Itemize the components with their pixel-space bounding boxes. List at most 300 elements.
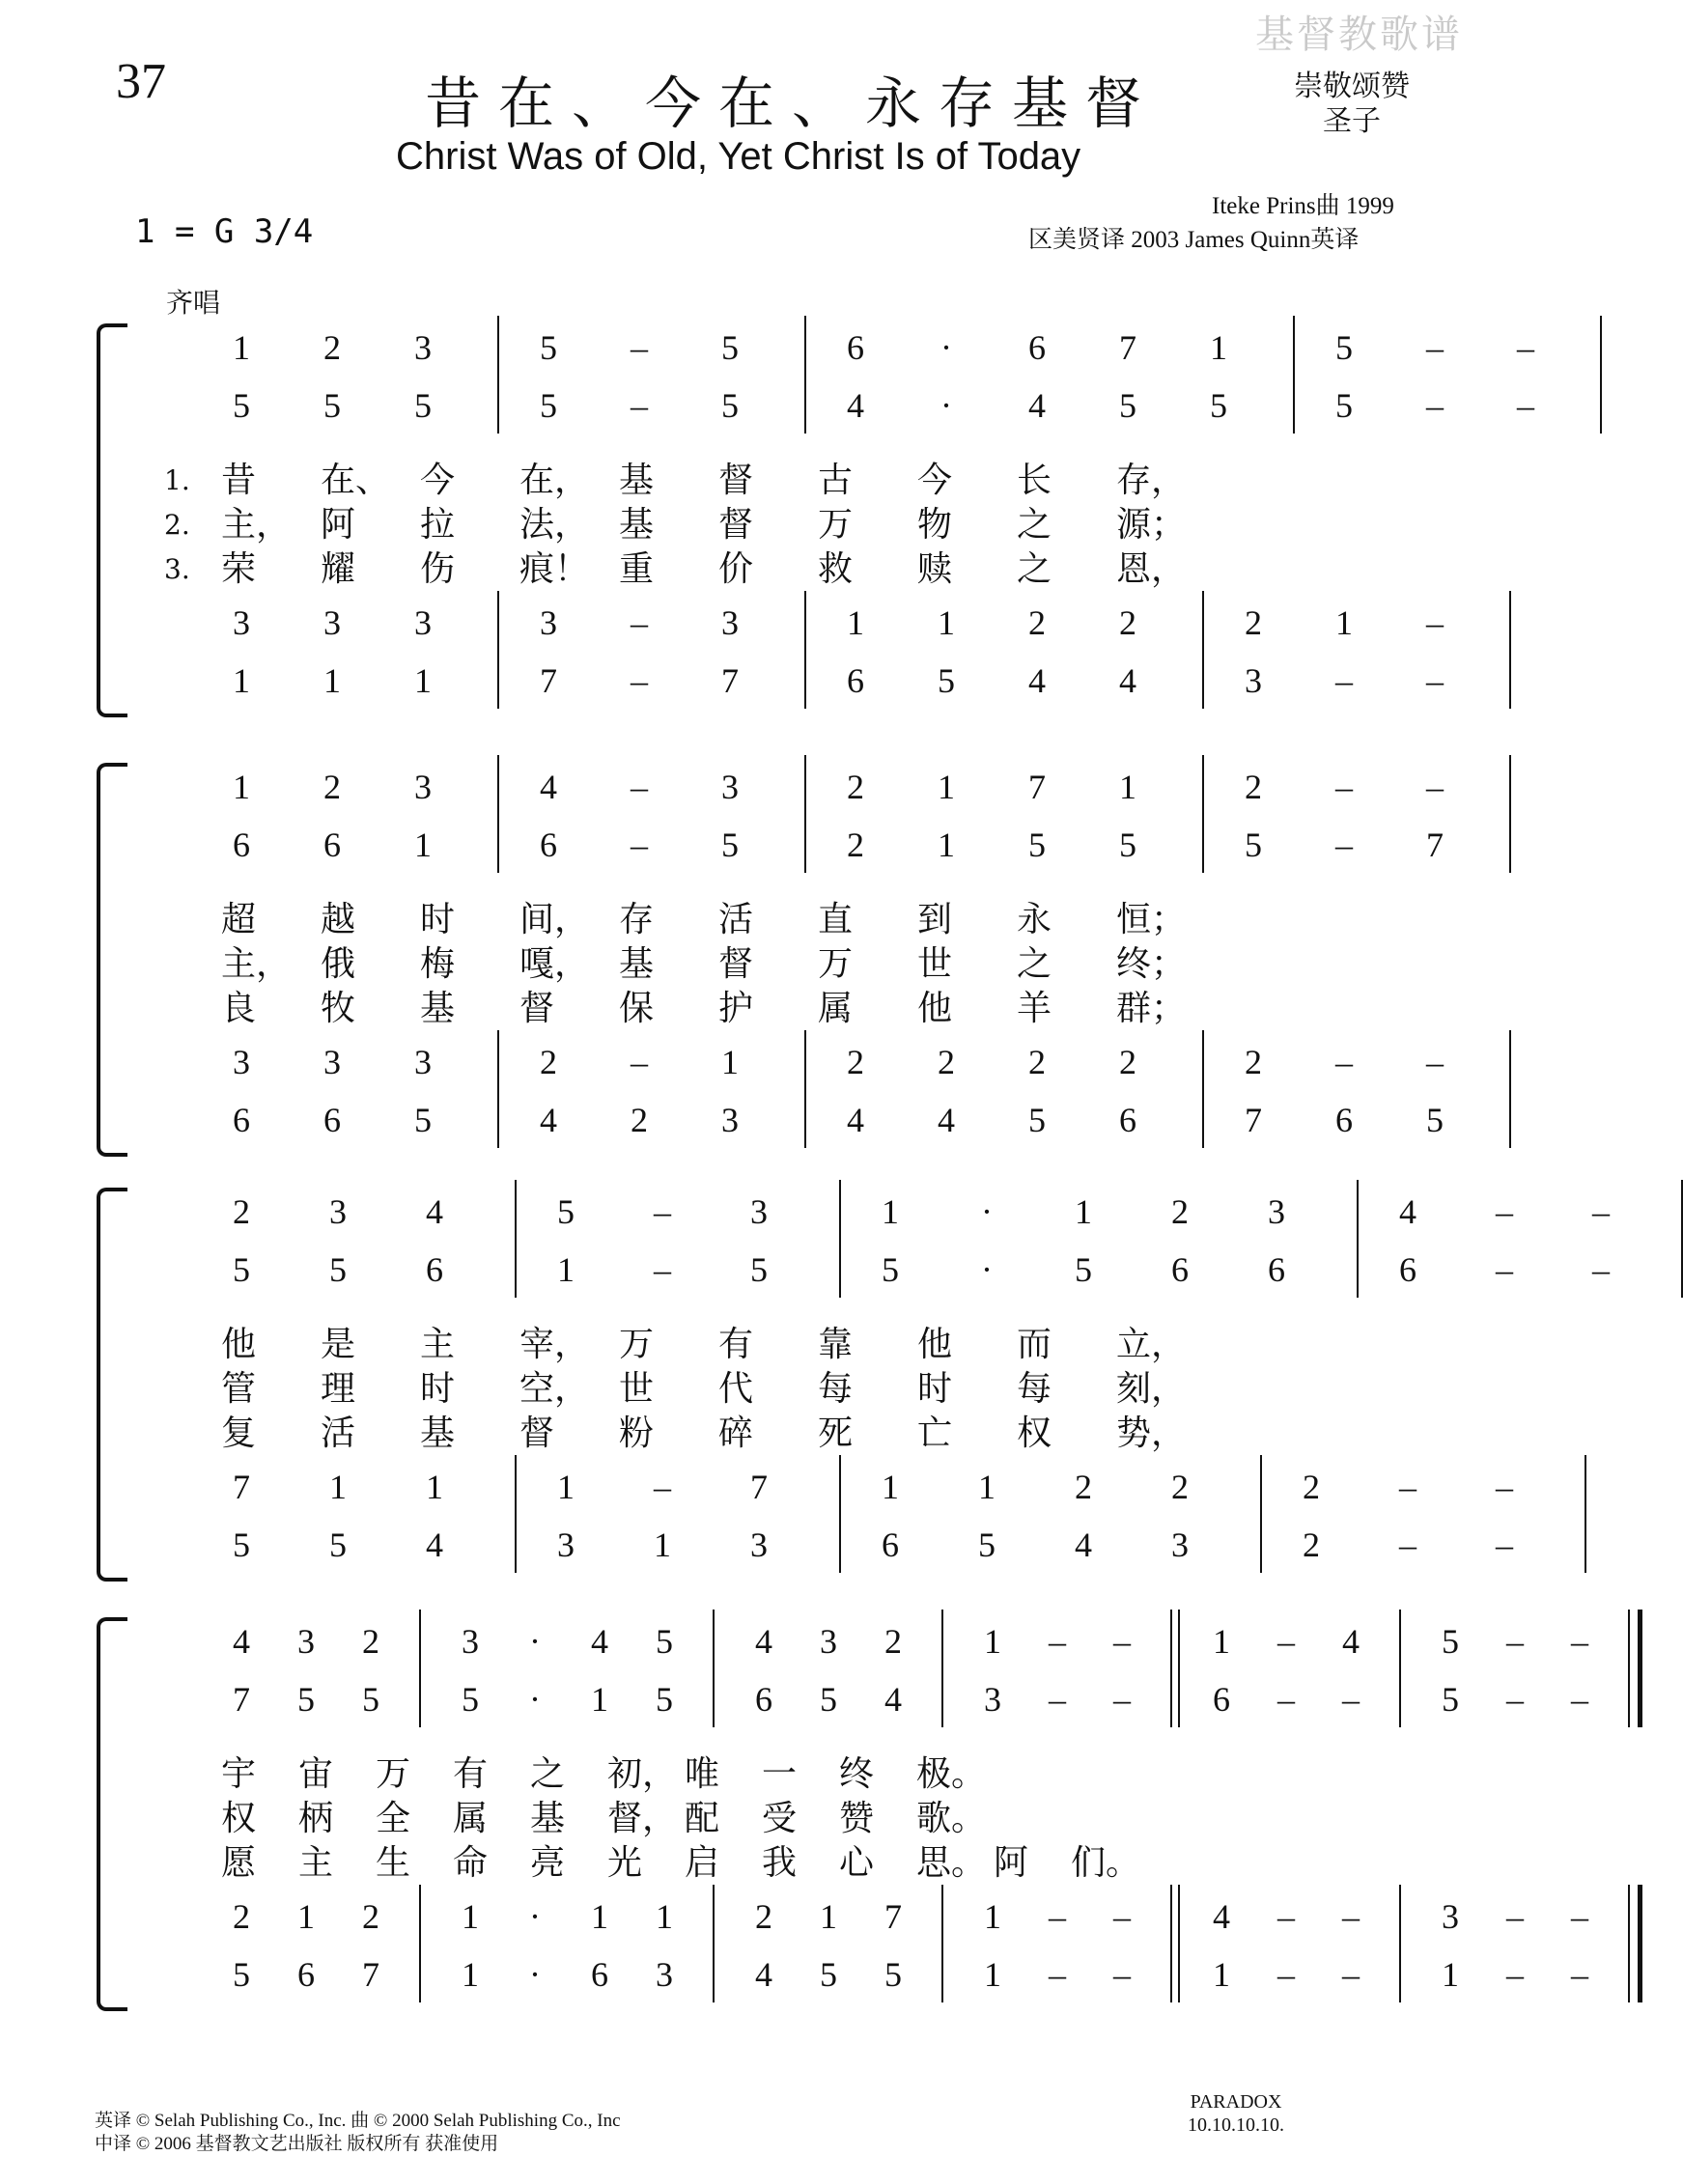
- lyric-syllable: 复: [221, 1414, 257, 1453]
- verse-number: 3.: [164, 553, 190, 585]
- soprano-note: 1: [984, 1622, 1001, 1661]
- lyric-syllable: 主，: [221, 944, 292, 984]
- key-signature: 1 = G 3/4: [135, 212, 314, 251]
- soprano-note: 5: [1335, 328, 1353, 367]
- lyric-syllable: 理: [321, 1369, 356, 1409]
- end-barline: [1509, 1088, 1511, 1148]
- alto-note: 7: [233, 1680, 250, 1719]
- bass-note: –: [1399, 1526, 1417, 1564]
- hymn-category: [1294, 70, 1410, 139]
- bass-note: ·: [529, 1955, 541, 1994]
- lyric-syllable: 之: [530, 1754, 566, 1794]
- bass-note: 6: [233, 1101, 250, 1139]
- end-barline: [1509, 591, 1511, 651]
- soprano-note: 3: [462, 1622, 479, 1661]
- alto-note: 5: [233, 1250, 250, 1289]
- lyric-syllable: 歌。: [916, 1799, 987, 1838]
- barline: [1293, 374, 1295, 434]
- end-barline: [1585, 1455, 1586, 1515]
- alto-note: 5: [414, 386, 432, 425]
- tenor-note: 1: [721, 1043, 739, 1081]
- end-barline: [1600, 374, 1602, 434]
- copyright-notice: [95, 2110, 621, 2156]
- lyric-syllable: 万: [818, 505, 854, 545]
- soprano-note: ·: [940, 328, 952, 367]
- soprano-note: 1: [233, 328, 250, 367]
- tenor-note: –: [1335, 1043, 1353, 1081]
- barline: [839, 1455, 841, 1515]
- tenor-note: 3: [323, 603, 341, 642]
- soprano-note: 4: [1342, 1622, 1360, 1661]
- lyric-syllable: 长: [1017, 461, 1052, 500]
- soprano-note: 5: [1442, 1622, 1459, 1661]
- bass-note: 2: [1303, 1526, 1320, 1564]
- soprano-note: 2: [362, 1622, 379, 1661]
- barline: [497, 813, 499, 873]
- alto-note: –: [1113, 1680, 1131, 1719]
- alto-note: 6: [426, 1250, 443, 1289]
- lyric-syllable: 间，: [519, 900, 590, 939]
- lyric-syllable: 宇: [221, 1754, 257, 1794]
- barline: [941, 1943, 943, 2002]
- lyric-syllable: 他: [917, 989, 953, 1028]
- end-barline: [1585, 1513, 1586, 1573]
- alto-note: ·: [940, 386, 952, 425]
- barline: [497, 591, 499, 651]
- lyric-syllable: 空，: [519, 1369, 590, 1409]
- lyric-syllable: 基: [619, 505, 655, 545]
- lyric-syllable: 存: [619, 900, 655, 939]
- barline: [1399, 1943, 1401, 2002]
- bass-note: 4: [847, 1101, 864, 1139]
- alto-note: 5: [1075, 1250, 1092, 1289]
- soprano-note: –: [1517, 328, 1534, 367]
- tenor-note: 7: [233, 1468, 250, 1506]
- tenor-note: 2: [755, 1897, 772, 1936]
- lyric-syllable: 配: [685, 1799, 720, 1838]
- barline: [1357, 1238, 1359, 1298]
- end-barline: [1600, 316, 1602, 376]
- double-barline: [1170, 1885, 1180, 1945]
- bass-note: 4: [540, 1101, 557, 1139]
- bass-note: 3: [721, 1101, 739, 1139]
- soprano-note: 4: [1399, 1192, 1417, 1231]
- alto-note: 5: [721, 386, 739, 425]
- soprano-note: 4: [755, 1622, 772, 1661]
- bass-note: 3: [656, 1955, 673, 1994]
- barline: [515, 1513, 517, 1573]
- lyric-syllable: 代: [718, 1369, 754, 1409]
- bass-note: 1: [233, 661, 250, 700]
- bass-note: 4: [1028, 661, 1046, 700]
- soprano-note: –: [1592, 1192, 1610, 1231]
- tenor-note: 1: [1335, 603, 1353, 642]
- bass-note: 1: [984, 1955, 1001, 1994]
- end-barline: [1628, 1943, 1642, 2002]
- alto-note: 4: [1028, 386, 1046, 425]
- barline: [1202, 1030, 1204, 1090]
- lyric-syllable: 时: [917, 1369, 953, 1409]
- barline: [419, 1667, 421, 1727]
- tenor-note: ·: [529, 1897, 541, 1936]
- lyric-syllable: 羊: [1017, 989, 1052, 1028]
- lyric-syllable: 赎: [917, 549, 953, 589]
- bass-note: 1: [323, 661, 341, 700]
- system-bracket: [97, 763, 127, 1157]
- tenor-note: 4: [1213, 1897, 1230, 1936]
- translator-credit: 区美贤译 2003 James Quinn英译: [1028, 227, 1360, 253]
- lyric-syllable: 心: [839, 1843, 875, 1883]
- bass-note: 3: [1245, 661, 1262, 700]
- soprano-note: –: [1506, 1622, 1524, 1661]
- alto-note: 5: [1245, 826, 1262, 864]
- alto-note: 6: [323, 826, 341, 864]
- tenor-note: –: [654, 1468, 671, 1506]
- soprano-note: 4: [426, 1192, 443, 1231]
- barline: [515, 1180, 517, 1240]
- lyric-syllable: 时: [420, 900, 456, 939]
- lyric-syllable: 昔: [221, 461, 257, 500]
- lyric-syllable: 刻，: [1116, 1369, 1187, 1409]
- unison-label: 齐唱: [166, 287, 221, 319]
- alto-note: 6: [1213, 1680, 1230, 1719]
- tenor-note: –: [631, 603, 648, 642]
- alto-note: –: [1517, 386, 1534, 425]
- bass-note: 4: [1075, 1526, 1092, 1564]
- lyric-syllable: 柄: [298, 1799, 334, 1838]
- barline: [1260, 1513, 1262, 1573]
- soprano-note: –: [631, 768, 648, 806]
- alto-note: 6: [233, 826, 250, 864]
- soprano-note: 1: [1210, 328, 1227, 367]
- tenor-note: 1: [656, 1897, 673, 1936]
- soprano-note: 6: [1028, 328, 1046, 367]
- lyric-syllable: 法，: [519, 505, 590, 545]
- lyric-syllable: 有: [718, 1325, 754, 1364]
- hymn-title-chinese: 昔在、今在、永存基督: [425, 70, 1160, 136]
- lyric-syllable: 时: [420, 1369, 456, 1409]
- tenor-note: 1: [882, 1468, 899, 1506]
- barline: [419, 1610, 421, 1669]
- double-barline: [1170, 1943, 1180, 2002]
- tenor-note: –: [1049, 1897, 1066, 1936]
- bass-note: 5: [233, 1526, 250, 1564]
- music-system: [0, 1168, 1610, 1583]
- lyric-syllable: 万: [619, 1325, 655, 1364]
- tune-name: PARADOX: [1190, 2091, 1282, 2113]
- alto-note: 2: [847, 826, 864, 864]
- barline: [515, 1455, 517, 1515]
- bass-note: 1: [414, 661, 432, 700]
- barline: [497, 1030, 499, 1090]
- lyric-syllable: 他: [221, 1325, 257, 1364]
- alto-note: 5: [882, 1250, 899, 1289]
- alto-note: 5: [1335, 386, 1353, 425]
- lyric-syllable: 重: [619, 549, 655, 589]
- bass-note: –: [1049, 1955, 1066, 1994]
- alto-note: –: [1342, 1680, 1360, 1719]
- double-barline: [1170, 1610, 1180, 1669]
- soprano-note: 5: [721, 328, 739, 367]
- soprano-note: 3: [750, 1192, 768, 1231]
- lyric-syllable: 价: [718, 549, 754, 589]
- lyric-syllable: 在、: [321, 461, 391, 500]
- bass-note: 7: [362, 1955, 379, 1994]
- lyric-syllable: 终: [839, 1754, 875, 1794]
- system-bracket: [97, 1188, 127, 1582]
- tenor-note: 3: [721, 603, 739, 642]
- lyric-syllable: 每: [818, 1369, 854, 1409]
- lyric-syllable: 群；: [1116, 989, 1187, 1028]
- tenor-note: 2: [938, 1043, 955, 1081]
- alto-note: 5: [297, 1680, 315, 1719]
- tenor-note: 1: [820, 1897, 837, 1936]
- composer-credit: Iteke Prins曲 1999: [1212, 193, 1394, 219]
- bass-note: 4: [426, 1526, 443, 1564]
- bass-note: 5: [233, 1955, 250, 1994]
- bass-note: 7: [1245, 1101, 1262, 1139]
- end-barline: [1628, 1885, 1642, 1945]
- bass-note: 5: [820, 1955, 837, 1994]
- lyric-syllable: 牧: [321, 989, 356, 1028]
- alto-note: ·: [981, 1250, 993, 1289]
- lyric-syllable: 超: [221, 900, 257, 939]
- barline: [497, 316, 499, 376]
- lyric-syllable: 物: [917, 505, 953, 545]
- alto-note: –: [1592, 1250, 1610, 1289]
- bass-note: –: [1277, 1955, 1295, 1994]
- lyric-syllable: 主，: [221, 505, 292, 545]
- lyric-syllable: 护: [718, 989, 754, 1028]
- soprano-note: 3: [297, 1622, 315, 1661]
- lyric-syllable: 极。: [916, 1754, 987, 1794]
- bass-note: –: [1426, 661, 1444, 700]
- soprano-note: 2: [884, 1622, 902, 1661]
- alto-note: 5: [540, 386, 557, 425]
- bass-note: –: [1113, 1955, 1131, 1994]
- end-barline: [1628, 1667, 1642, 1727]
- lyric-syllable: 督: [519, 989, 555, 1028]
- bass-note: 1: [1213, 1955, 1230, 1994]
- bass-note: 5: [1028, 1101, 1046, 1139]
- barline: [713, 1667, 715, 1727]
- alto-note: 1: [414, 826, 432, 864]
- barline: [497, 374, 499, 434]
- soprano-note: 4: [540, 768, 557, 806]
- barline: [804, 374, 806, 434]
- alto-note: –: [654, 1250, 671, 1289]
- lyric-syllable: 主: [420, 1325, 456, 1364]
- barline: [941, 1610, 943, 1669]
- soprano-note: 1: [938, 768, 955, 806]
- alto-note: 6: [540, 826, 557, 864]
- tenor-note: 3: [1442, 1897, 1459, 1936]
- barline: [419, 1885, 421, 1945]
- tenor-note: 2: [1171, 1468, 1189, 1506]
- category-main: 崇敬颂赞: [1294, 70, 1410, 103]
- tenor-note: 7: [884, 1897, 902, 1936]
- tenor-note: 1: [978, 1468, 996, 1506]
- alto-note: 4: [884, 1680, 902, 1719]
- lyric-syllable: 基: [619, 461, 655, 500]
- lyric-syllable: 启: [685, 1843, 720, 1883]
- lyric-syllable: 基: [420, 1414, 456, 1453]
- barline: [713, 1943, 715, 2002]
- verse-number: 2.: [164, 509, 190, 541]
- barline: [1357, 1180, 1359, 1240]
- barline: [1202, 1088, 1204, 1148]
- soprano-note: 3: [721, 768, 739, 806]
- tenor-note: –: [1426, 603, 1444, 642]
- bass-note: 5: [938, 661, 955, 700]
- barline: [804, 649, 806, 709]
- bass-note: 6: [1335, 1101, 1353, 1139]
- lyric-syllable: 存，: [1116, 461, 1187, 500]
- tenor-note: 2: [1119, 603, 1136, 642]
- alto-note: 6: [1268, 1250, 1285, 1289]
- barline: [1399, 1610, 1401, 1669]
- tenor-note: 3: [414, 603, 432, 642]
- bass-note: 6: [297, 1955, 315, 1994]
- bass-note: 6: [1119, 1101, 1136, 1139]
- soprano-note: 2: [847, 768, 864, 806]
- lyric-syllable: 唯: [685, 1754, 720, 1794]
- lyric-syllable: 思。: [916, 1843, 987, 1883]
- barline: [941, 1667, 943, 1727]
- bass-note: –: [1342, 1955, 1360, 1994]
- end-barline: [1509, 649, 1511, 709]
- lyric-syllable: 基: [530, 1799, 566, 1838]
- lyric-syllable: 一: [762, 1754, 798, 1794]
- barline: [804, 813, 806, 873]
- lyric-syllable: 愿: [221, 1843, 257, 1883]
- alto-note: 5: [750, 1250, 768, 1289]
- lyric-syllable: 初，: [607, 1754, 678, 1794]
- verse-number: 1.: [164, 464, 190, 496]
- tenor-note: 1: [938, 603, 955, 642]
- lyric-syllable: 粉: [619, 1414, 655, 1453]
- lyric-syllable: 他: [917, 1325, 953, 1364]
- lyric-syllable: 管: [221, 1369, 257, 1409]
- lyric-syllable: 生: [376, 1843, 411, 1883]
- soprano-note: 5: [540, 328, 557, 367]
- soprano-note: 1: [1075, 1192, 1092, 1231]
- tenor-note: 3: [233, 603, 250, 642]
- lyric-syllable: 宙: [298, 1754, 334, 1794]
- lyric-syllable: 万: [818, 944, 854, 984]
- soprano-note: 2: [1245, 768, 1262, 806]
- alto-note: –: [1049, 1680, 1066, 1719]
- lyric-syllable: 到: [917, 900, 953, 939]
- barline: [1293, 316, 1295, 376]
- lyric-syllable: 赞: [839, 1799, 875, 1838]
- lyric-syllable: 势，: [1116, 1414, 1187, 1453]
- bass-note: 5: [978, 1526, 996, 1564]
- barline: [1399, 1667, 1401, 1727]
- bass-note: 1: [462, 1955, 479, 1994]
- bass-note: 1: [654, 1526, 671, 1564]
- lyric-syllable: 督: [519, 1414, 555, 1453]
- alto-note: 5: [1442, 1680, 1459, 1719]
- music-system: [0, 304, 1545, 719]
- lyric-syllable: 督: [718, 505, 754, 545]
- tenor-note: 2: [1245, 603, 1262, 642]
- lyric-syllable: 受: [762, 1799, 798, 1838]
- lyric-syllable: 恒；: [1116, 900, 1187, 939]
- lyric-syllable: 今: [420, 461, 456, 500]
- lyric-syllable: 有: [453, 1754, 489, 1794]
- lyric-syllable: 万: [376, 1754, 411, 1794]
- alto-note: ·: [529, 1680, 541, 1719]
- bass-note: 6: [847, 661, 864, 700]
- alto-note: 5: [329, 1250, 347, 1289]
- barline: [713, 1610, 715, 1669]
- alto-note: 5: [233, 386, 250, 425]
- tenor-note: –: [1399, 1468, 1417, 1506]
- end-barline: [1628, 1610, 1642, 1669]
- lyric-syllable: 督，: [607, 1799, 678, 1838]
- soprano-note: 4: [591, 1622, 608, 1661]
- tenor-note: –: [1113, 1897, 1131, 1936]
- barline: [1202, 649, 1204, 709]
- lyric-syllable: 命: [453, 1843, 489, 1883]
- soprano-note: 2: [1171, 1192, 1189, 1231]
- double-barline: [1170, 1667, 1180, 1727]
- lyric-syllable: 活: [718, 900, 754, 939]
- alto-note: –: [1426, 386, 1444, 425]
- alto-note: 5: [1119, 826, 1136, 864]
- bass-note: 1: [1442, 1955, 1459, 1994]
- meter-info: [1188, 2090, 1284, 2137]
- end-barline: [1509, 755, 1511, 815]
- bass-note: 3: [557, 1526, 575, 1564]
- lyric-syllable: 们。: [1071, 1843, 1141, 1883]
- soprano-note: –: [1571, 1622, 1588, 1661]
- bass-note: 6: [323, 1101, 341, 1139]
- soprano-note: 1: [882, 1192, 899, 1231]
- tenor-note: 3: [323, 1043, 341, 1081]
- alto-note: 5: [820, 1680, 837, 1719]
- bass-note: 5: [1426, 1101, 1444, 1139]
- end-barline: [1509, 813, 1511, 873]
- lyric-syllable: 直: [818, 900, 854, 939]
- barline: [941, 1885, 943, 1945]
- lyric-syllable: 督: [718, 461, 754, 500]
- lyric-syllable: 我: [762, 1843, 798, 1883]
- tenor-note: 2: [1303, 1468, 1320, 1506]
- bass-note: 4: [938, 1101, 955, 1139]
- alto-note: 5: [1210, 386, 1227, 425]
- soprano-note: –: [1277, 1622, 1295, 1661]
- soprano-note: 3: [1268, 1192, 1285, 1231]
- tenor-note: –: [1277, 1897, 1295, 1936]
- lyric-syllable: 而: [1017, 1325, 1052, 1364]
- lyric-syllable: 亮: [530, 1843, 566, 1883]
- bass-note: –: [631, 661, 648, 700]
- alto-note: –: [1571, 1680, 1588, 1719]
- barline: [804, 1088, 806, 1148]
- soprano-note: 7: [1119, 328, 1136, 367]
- barline: [804, 591, 806, 651]
- alto-note: –: [631, 386, 648, 425]
- lyric-syllable: 权: [221, 1799, 257, 1838]
- tenor-note: 7: [750, 1468, 768, 1506]
- copyright-line: 英译 © Selah Publishing Co., Inc. 曲 © 2000 Selah Publishing Co., Inc: [95, 2111, 621, 2131]
- alto-note: 3: [984, 1680, 1001, 1719]
- tenor-note: 1: [557, 1468, 575, 1506]
- bass-note: 6: [591, 1955, 608, 1994]
- soprano-note: 2: [323, 328, 341, 367]
